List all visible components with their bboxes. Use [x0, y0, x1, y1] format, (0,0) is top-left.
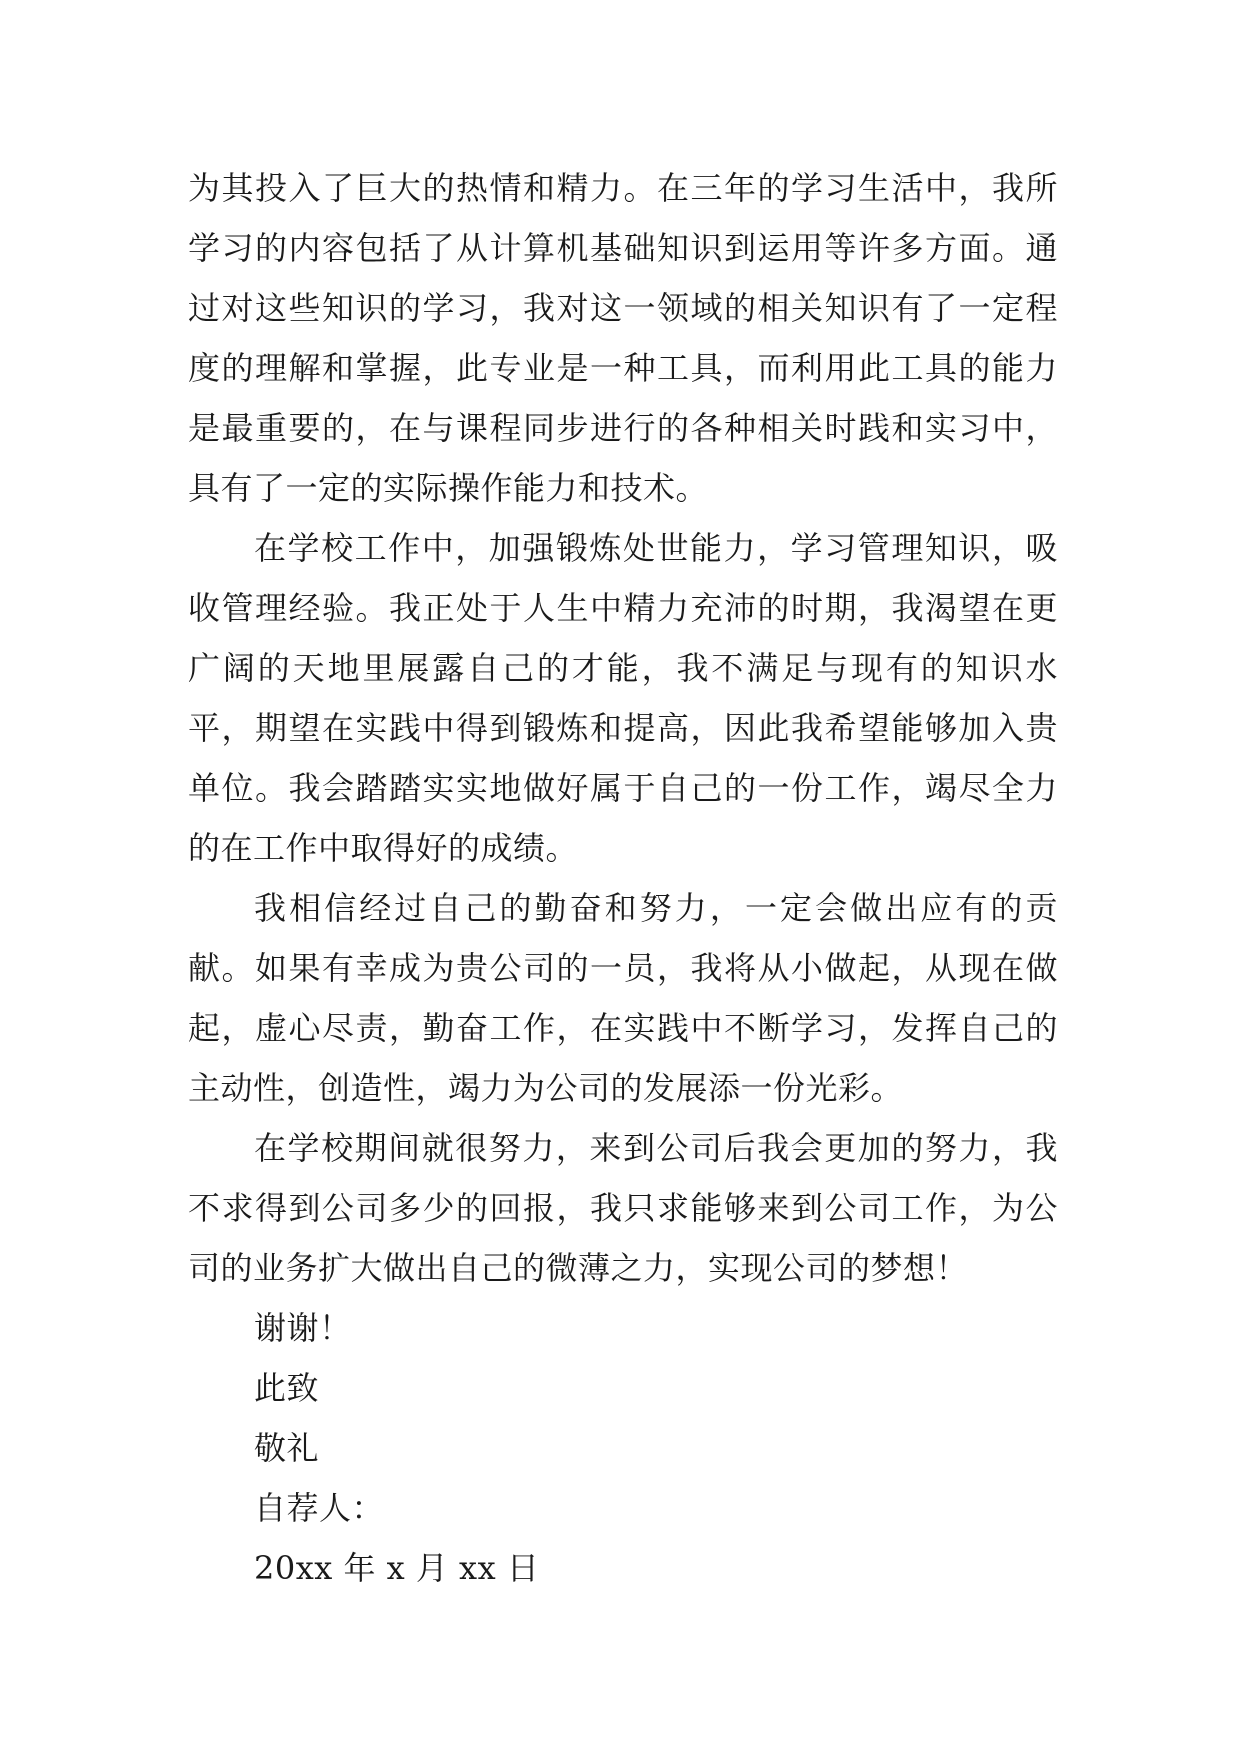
paragraph-contribution: 我相信经过自己的勤奋和努力，一定会做出应有的贡献。如果有幸成为贵公司的一员，我将从小做起，从现在做起，虚心尽责，勤奋工作，在实践中不断学习，发挥自己的主动性，创造性，竭力为公司的发展添一份光彩。	[188, 889, 1058, 1107]
closing-salutation-1: 此致	[254, 1369, 320, 1407]
signature-date: 20xx 年 x 月 xx 日	[254, 1549, 540, 1587]
letter-body	[188, 158, 1058, 1598]
paragraph-effort: 在学校期间就很努力，来到公司后我会更加的努力，我不求得到公司多少的回报，我只求能够来到公司工作，为公司的业务扩大做出自己的微薄之力，实现公司的梦想！	[188, 1129, 1058, 1287]
closing-salutation-2: 敬礼	[254, 1429, 320, 1467]
closing-thanks: 谢谢！	[254, 1309, 352, 1347]
signer-label: 自荐人：	[254, 1489, 385, 1527]
paragraph-continued: 为其投入了巨大的热情和精力。在三年的学习生活中，我所学习的内容包括了从计算机基础知识到运用等许多方面。通过对这些知识的学习，我对这一领域的相关知识有了一定程度的理解和掌握，此专业是一种工具，而利用此工具的能力是最重要的，在与课程同步进行的各种相关时践和实习中，具有了一定的实际操作能力和技术。	[188, 169, 1058, 507]
paragraph-school-work: 在学校工作中，加强锻炼处世能力，学习管理知识，吸收管理经验。我正处于人生中精力充沛的时期，我渴望在更广阔的天地里展露自己的才能，我不满足与现有的知识水平，期望在实践中得到锻炼和提高，因此我希望能够加入贵单位。我会踏踏实实地做好属于自己的一份工作，竭尽全力的在工作中取得好的成绩。	[188, 529, 1058, 867]
